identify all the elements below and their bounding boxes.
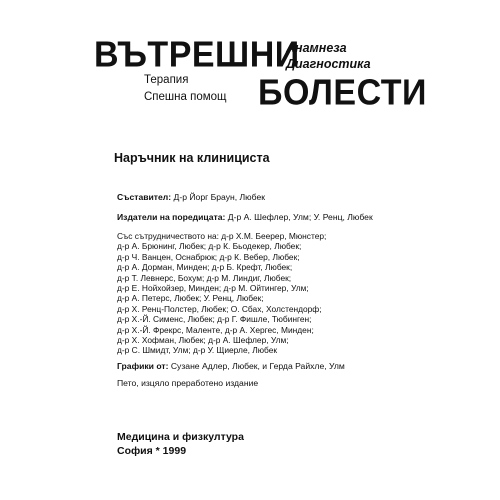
publisher-city-year: София * 1999 [117, 445, 187, 457]
collaboration-line: д-р Е. Нойхойзер, Минден; д-р М. Ойтингер, Улм; [117, 283, 309, 294]
collaboration-line: д-р Х. Ренц-Полстер, Любек; О. Сбах, Холстендорф; [117, 303, 322, 314]
collaboration-line: д-р Х. Хофман, Любек; д-р А. Шефлер, Улм; [117, 335, 289, 346]
compiler-label: Съставител: [117, 192, 172, 202]
collaboration-line: д-р Х.-Й. Сименс, Любек; д-р Г. Фишле, Тюбинген; [117, 314, 312, 325]
topic-diagnostics: Диагностика [286, 57, 371, 71]
subtitle: Наръчник на клинициста [114, 151, 270, 165]
collaboration-line: д-р А. Брюнинг, Любек; д-р К. Бьодекер, Любек; [117, 241, 302, 252]
series-editors-label: Издатели на поредицата: [117, 212, 226, 222]
collaboration-line: д-р Ч. Ванцен, Оснабрюк; д-р К. Вебер, Любек; [117, 251, 300, 262]
compiler-line [117, 193, 265, 202]
topic-anamnesis: Анамнеза [286, 41, 347, 55]
graphics-value: Сузане Адлер, Любек, и Герда Райхле, Улм [170, 361, 345, 371]
title-word-2: БОЛЕСТИ [258, 72, 427, 113]
topic-emergency: Спешна помощ [144, 91, 227, 103]
publisher-name: Медицина и физкултура [117, 431, 244, 443]
series-editors-line [117, 213, 373, 222]
topic-therapy: Терапия [144, 74, 189, 86]
collaboration-line: Със сътрудничеството на: д-р Х.М. Беерер, Мюнстер; [117, 231, 327, 241]
collaboration-line: д-р А. Петерс, Любек; У. Ренц, Любек; [117, 293, 264, 304]
title-word-1: ВЪТРЕШНИ [94, 34, 300, 75]
graphics-line [117, 362, 345, 371]
graphics-label: Графики от: [117, 361, 169, 371]
collaboration-line: д-р С. Шмидт, Улм; д-р У. Щиерле, Любек [117, 345, 278, 356]
edition-note: Пето, изцяло преработено издание [117, 378, 259, 388]
collaboration-line: д-р Х.-Й. Фрекрс, Маленте, д-р А. Хергес, Минден; [117, 324, 314, 335]
series-editors-value: Д-р А. Шефлер, Улм; У. Ренц, Любек [227, 212, 373, 222]
collaboration-line: д-р Т. Левнерс, Бохум; д-р М. Линдиг, Любек; [117, 272, 292, 283]
collaboration-line: д-р А. Дорман, Минден; д-р Б. Крефт, Любек; [117, 262, 293, 273]
compiler-value: Д-р Йорг Браун, Любек [173, 192, 265, 202]
collaboration-block [117, 231, 326, 356]
